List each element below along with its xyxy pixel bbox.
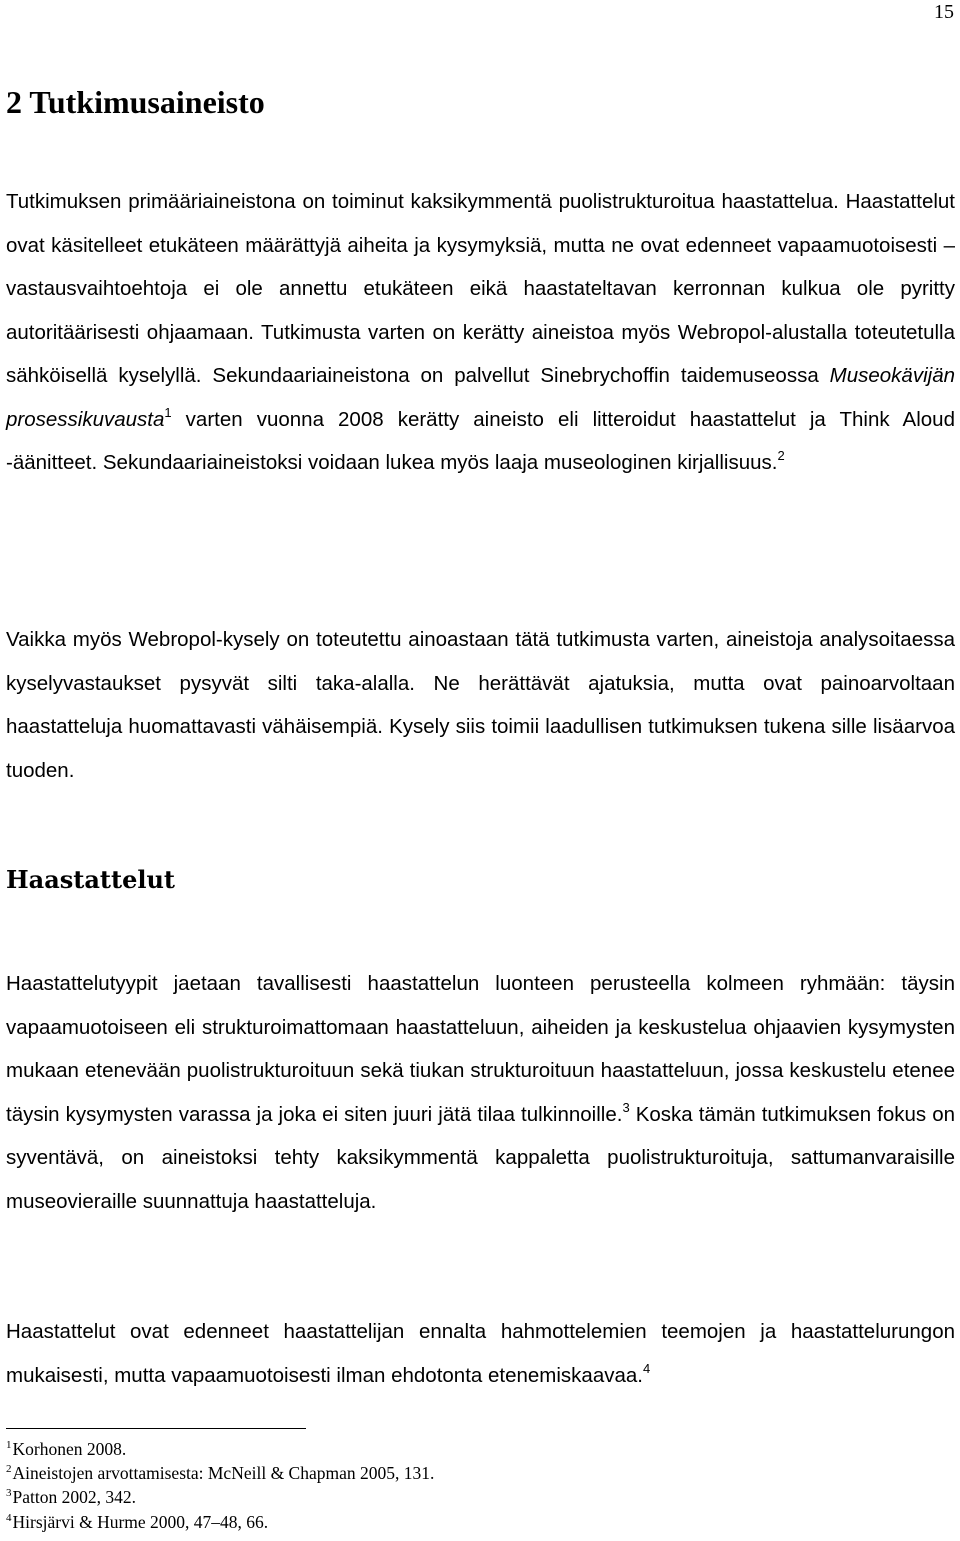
footnote-number: 2 (6, 1463, 12, 1476)
footnote-ref-4[interactable]: 4 (642, 1360, 651, 1376)
footnote-text: Hirsjärvi & Hurme 2000, 47–48, 66. (12, 1511, 269, 1532)
footnote-text: Patton 2002, 342. (12, 1487, 136, 1508)
footnote-ref-1[interactable]: 1 (164, 404, 172, 420)
paragraph-webropol (6, 618, 955, 792)
footnotes-list (6, 1437, 434, 1534)
italic-title: Museokävijän prosessikuvausta (6, 364, 955, 431)
footnote-text: Aineistojen arvottamisesta: McNeill & Chapman 2005, 131. (12, 1463, 435, 1484)
paragraph-text: Haastattelutyypit jaetaan tavallisesti haastattelun luonteen perusteella kolmeen ryhmään: täysin vapaamuotoiseen eli strukturoimattomaan haastatteluun, aiheiden ja keskustelua ohjaavien kysymysten mukaan etenevään puolistrukturoituun sekä tiukan strukturoituun haastatteluun, jossa keskustelu etenee täysin kysymysten varassa ja joka ei siten juuri jätä tilaa tulkinnoille. (6, 972, 955, 1126)
footnote-number: 3 (6, 1487, 12, 1500)
footnote-ref-3[interactable]: 3 (622, 1099, 630, 1115)
page-number: 15 (934, 1, 954, 23)
footnote-ref-2[interactable]: 2 (777, 448, 785, 463)
paragraph-interview-themes (6, 1310, 955, 1397)
paragraph-text: varten vuonna 2008 kerätty aineisto eli litteroidut haastattelut ja Think Aloud -äänitteet. Sekundaariaineistoksi voidaan lukea myös laaja museologinen kirjallisuus. (6, 407, 955, 474)
section-title: Haastattelut (6, 865, 176, 894)
paragraph-text: Koska tämän tutkimuksen fokus on syventävä, on aineistoksi tehty kaksikymmentä kappaletta puolistrukturoituja, sattumanvaraisille museovieraille suunnattuja haastatteluja. (6, 1102, 955, 1213)
paragraph-text: Vaikka myös Webropol-kysely on toteutettu ainoastaan tätä tutkimusta varten, aineistoja analysoitaessa kyselyvastaukset pysyvät silti taka-alalla. Ne herättävät ajatuksia, mutta ovat painoarvoltaan haastatteluja huomattavasti vähäisempiä. Kysely siis toimii laadullisen tutkimuksen tukena sille lisäarvoa tuoden. (6, 628, 955, 782)
footnote-number: 1 (6, 1439, 12, 1451)
footnote-separator (6, 1428, 306, 1429)
footnote-item (6, 1437, 434, 1461)
footnote-item (6, 1485, 434, 1509)
paragraph-interview-types (6, 962, 955, 1223)
paragraph-text: Haastattelut ovat edenneet haastattelijan ennalta hahmottelemien teemojen ja haastattelurungon mukaisesti, mutta vapaamuotoisesti ilman ehdotonta etenemiskaavaa. (6, 1320, 955, 1387)
chapter-title: 2 Tutkimusaineisto (6, 84, 265, 120)
paragraph-text: Tutkimuksen primääriaineistona on toiminut kaksikymmentä puolistrukturoitua haastattelua. Haastattelut ovat käsitelleet etukäteen määrättyjä aiheita ja kysymyksiä, mutta ne ovat edenneet vapaamuotoisesti – vastausvaihtoehtoja ei ole annettu etukäteen eikä haastateltavan kerronnan kulkua ole pyritty autoritäärisesti ohjaamaan. Tutkimusta varten on kerätty aineistoa myös Webropol-alustalla toteutetulla sähköisellä kyselyllä. Sekundaariaineistona on palvellut Sinebrychoffin taidemuseossa (6, 190, 955, 387)
footnote-text: Korhonen 2008. (12, 1439, 127, 1459)
footnote-item (6, 1510, 434, 1534)
footnote-number: 4 (6, 1511, 12, 1524)
paragraph-primary-material (6, 180, 955, 485)
footnote-item (6, 1461, 434, 1485)
